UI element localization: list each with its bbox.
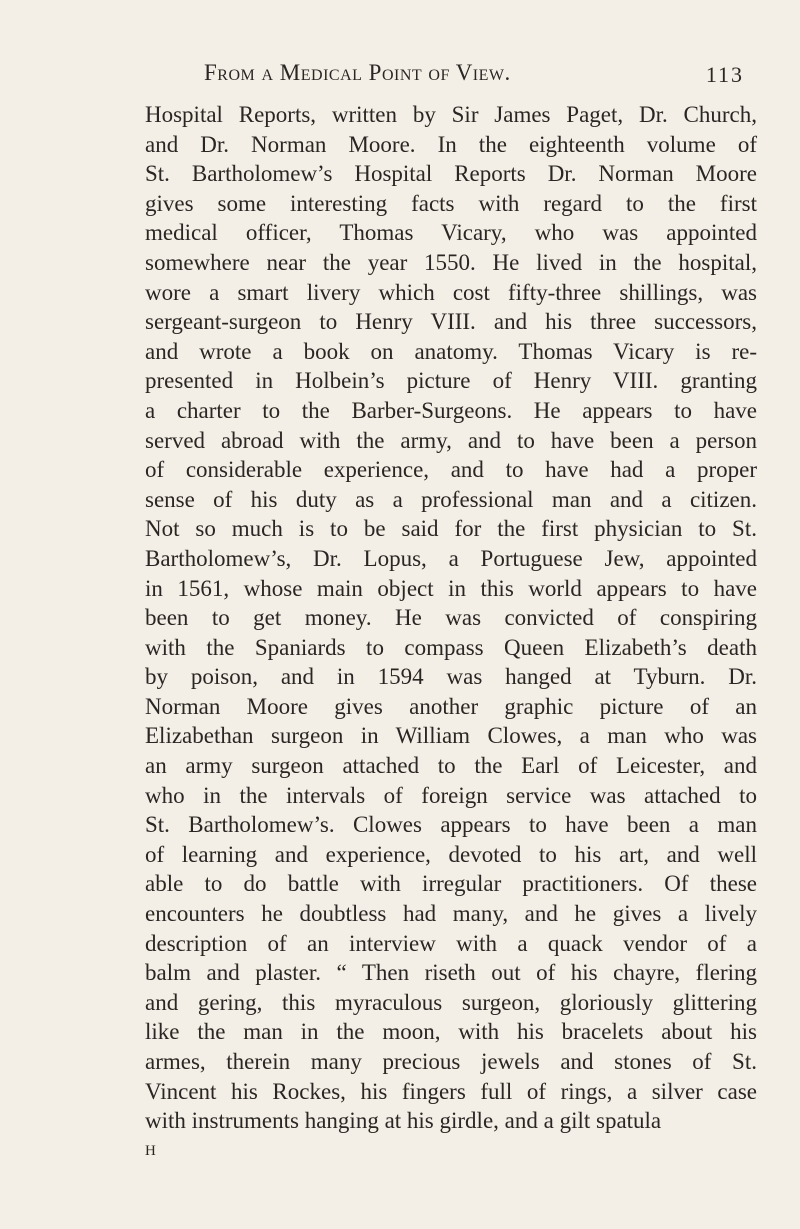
text-line: and wrote a book on anatomy. Thomas Vicary is re- — [145, 338, 757, 364]
text-line: sense of his duty as a professional man and a citizen. — [145, 486, 757, 512]
text-line: with instruments hanging at his girdle, and a gilt spatula — [145, 1108, 662, 1134]
text-line: a charter to the Barber-Surgeons. He appears to have — [145, 397, 757, 423]
text-line: an army surgeon attached to the Earl of Leicester, and — [145, 753, 757, 779]
text-line: balm and plaster. “ Then riseth out of his chayre, flering — [145, 960, 757, 986]
text-line: wore a smart livery which cost fifty-three shillings, was — [145, 279, 757, 305]
text-line: somewhere near the year 1550. He lived in the hospital, — [145, 249, 757, 275]
text-line: St. Bartholomew’s. Clowes appears to have been a man — [145, 812, 757, 838]
running-title: From a Medical Point of View. — [204, 60, 511, 85]
text-line: Bartholomew’s, Dr. Lopus, a Portuguese Jew, appointed — [145, 545, 757, 571]
page-number: 113 — [705, 62, 744, 87]
text-line: of considerable experience, and to have had a proper — [145, 457, 757, 483]
text-line: been to get money. He was convicted of conspiring — [145, 605, 757, 631]
text-line: description of an interview with a quack vendor of a — [145, 930, 757, 956]
text-line: armes, therein many precious jewels and stones of St. — [145, 1049, 757, 1074]
text-line: with the Spaniards to compass Queen Elizabeth’s death — [145, 634, 757, 660]
text-line: encounters he doubtless had many, and he gives a lively — [145, 901, 757, 927]
signature-mark: H — [145, 1143, 157, 1159]
text-line: by poison, and in 1594 was hanged at Tyburn. Dr. — [145, 664, 757, 690]
text-line: Hospital Reports, written by Sir James Paget, Dr. Church, — [145, 102, 757, 127]
text-line: served abroad with the army, and to have been a person — [145, 427, 757, 453]
text-line: and Dr. Norman Moore. In the eighteenth volume of — [145, 131, 757, 157]
text-line: like the man in the moon, with his bracelets about his — [145, 1019, 757, 1045]
text-line: St. Bartholomew’s Hospital Reports Dr. Norman Moore — [145, 161, 757, 187]
text-line: in 1561, whose main object in this world appears to have — [145, 575, 757, 601]
text-line: able to do battle with irregular practitioners. Of these — [145, 871, 757, 897]
text-line: Not so much is to be said for the first physician to St. — [145, 516, 757, 542]
text-line: Norman Moore gives another graphic picture of an — [145, 693, 757, 719]
text-line: sergeant-surgeon to Henry VIII. and his three successors, — [145, 309, 757, 335]
text-line: and gering, this myraculous surgeon, gloriously glittering — [145, 989, 757, 1015]
text-line: gives some interesting facts with regard to the first — [145, 190, 757, 216]
body-text — [145, 100, 757, 1136]
text-line: who in the intervals of foreign service was attached to — [145, 782, 757, 808]
text-line: presented in Holbein’s picture of Henry VIII. granting — [145, 368, 757, 394]
text-line: Vincent his Rockes, his fingers full of rings, a silver case — [145, 1078, 757, 1104]
running-header — [204, 60, 744, 90]
text-line: Elizabethan surgeon in William Clowes, a man who was — [145, 723, 757, 749]
text-line: medical officer, Thomas Vicary, who was appointed — [145, 220, 757, 246]
text-line: of learning and experience, devoted to his art, and well — [145, 841, 757, 867]
